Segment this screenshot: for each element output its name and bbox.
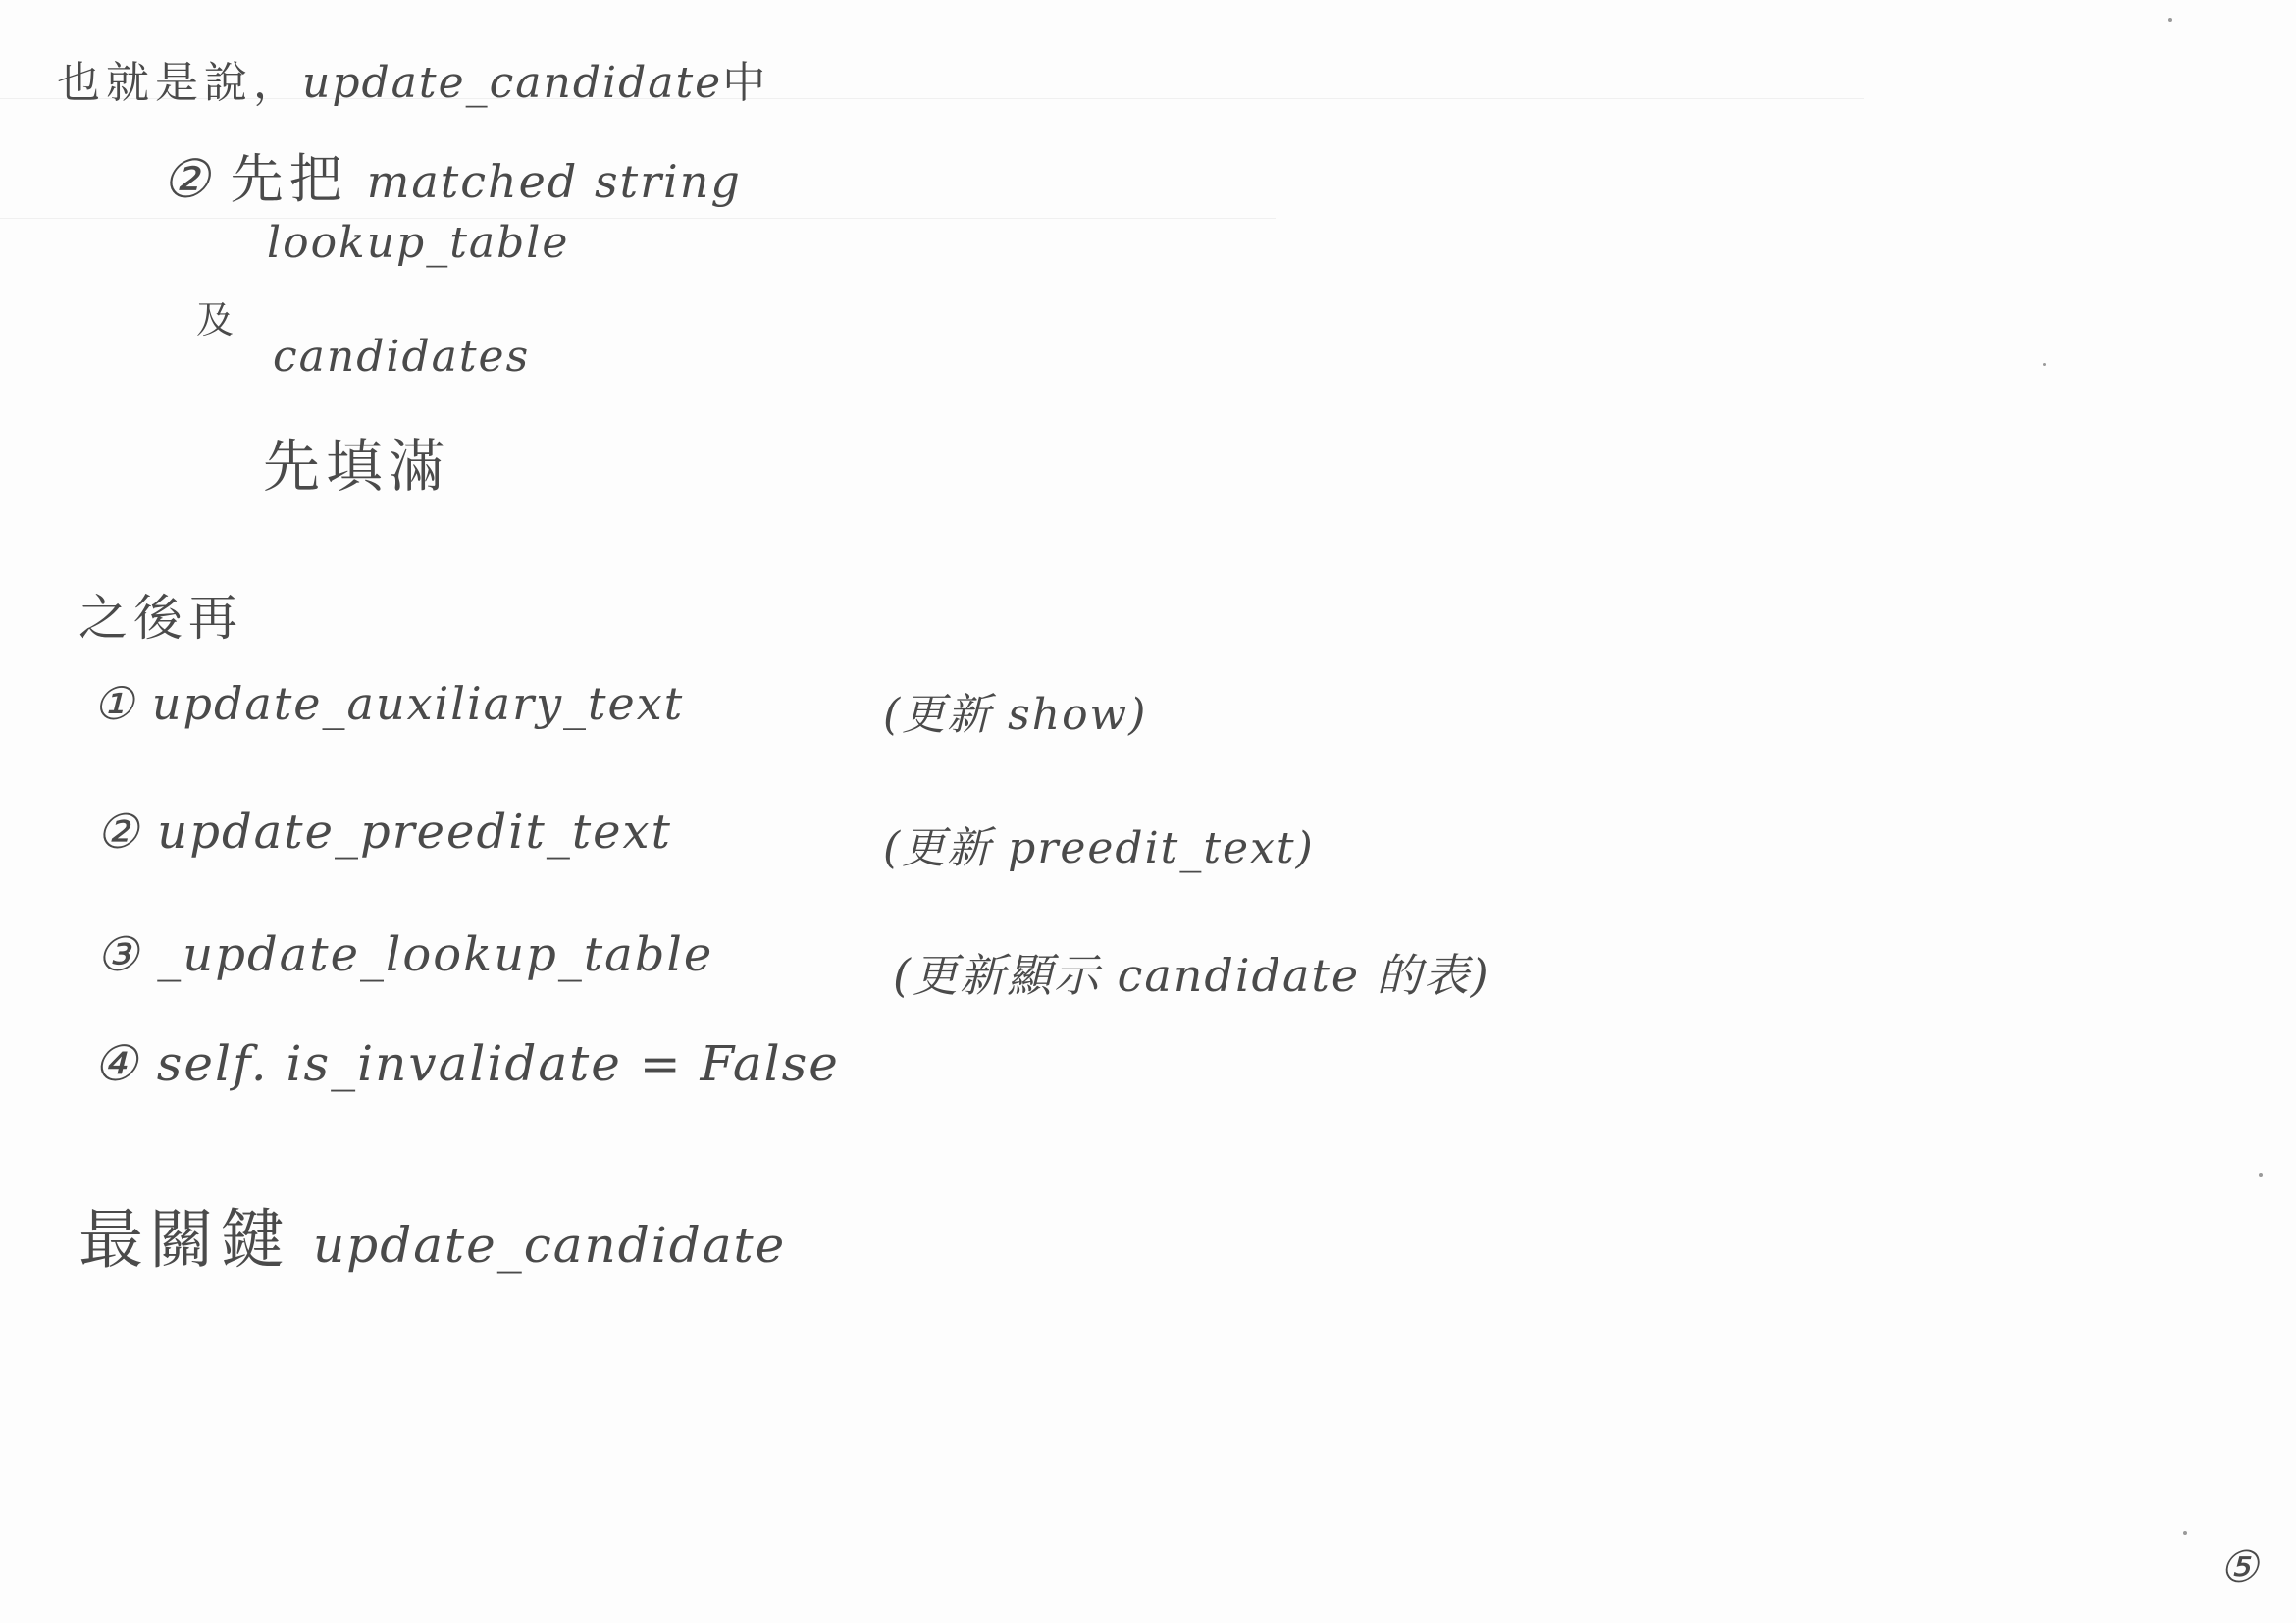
scan-speck	[2259, 1173, 2263, 1177]
key-line	[78, 1187, 786, 1281]
after-item-3	[96, 927, 713, 982]
header-prefix: 也就是說，	[57, 58, 302, 108]
after-item-1-note: (更新 show)	[883, 690, 1148, 740]
step-first-obj1: matched string	[366, 155, 742, 208]
after-item-2-code: update_preedit_text	[157, 805, 672, 860]
after-item-1-code: update_auxiliary_text	[151, 677, 685, 730]
step-first-marker: ②	[162, 148, 212, 210]
after-item-3-code: _update_lookup_table	[157, 927, 714, 982]
after-item-4-marker: ④	[93, 1035, 139, 1092]
step-first-line	[162, 137, 742, 213]
after-heading: 之後再	[78, 590, 243, 647]
scan-speck	[2043, 363, 2046, 366]
after-item-4-code: self. is_invalidate = False	[156, 1035, 840, 1092]
header-line	[57, 47, 771, 110]
step-first-obj2: lookup_table	[267, 218, 570, 268]
step-first-conj: 及	[196, 298, 240, 341]
after-item-2-note: (更新 preedit_text)	[883, 823, 1315, 873]
step-first-action: 先填滿	[263, 433, 452, 499]
step-first-obj3: candidates	[273, 332, 531, 382]
header-suffix: 中	[722, 58, 772, 108]
after-item-3-marker: ③	[96, 927, 141, 982]
header-func: update_candidate	[302, 58, 723, 108]
paper-line	[0, 218, 1276, 219]
scan-speck	[2168, 18, 2172, 22]
key-label: 最關鍵	[78, 1202, 290, 1278]
step-first-verb: 先把	[230, 148, 348, 210]
after-item-4	[93, 1035, 840, 1092]
after-item-2-marker: ②	[96, 805, 141, 860]
after-item-2	[96, 805, 672, 860]
after-item-1	[93, 677, 684, 730]
scan-speck	[2183, 1531, 2187, 1535]
after-item-3-note: (更新顯示 candidate 的表)	[893, 949, 1490, 1002]
page-number: ⑤	[2219, 1543, 2261, 1593]
after-item-1-marker: ①	[93, 677, 136, 730]
key-func: update_candidate	[312, 1217, 787, 1274]
